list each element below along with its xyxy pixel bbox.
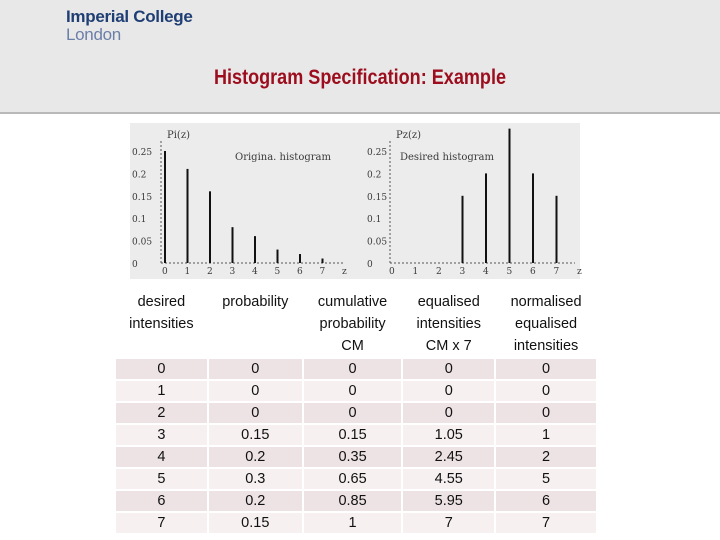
original-histogram-x-tick-label: 7 [319,267,326,277]
table-cell: 1 [116,381,207,401]
desired-histogram-x-tick-label: 1 [412,267,419,277]
desired-histogram-x-tick-label: z [577,267,582,277]
desired-histogram-x-tick-label: 2 [436,267,442,277]
table-cell: 0 [209,381,302,401]
table-cell: 0.15 [209,513,302,533]
logo-line-2: London [66,25,121,44]
desired-histogram-y-tick-label: 0.05 [367,237,388,248]
table-cell: 7 [403,513,494,533]
header-line: probability [222,294,289,310]
histogram-plots [130,123,580,279]
desired-histogram-title: Desired histogram [400,152,494,163]
table-row [116,381,596,401]
imperial-college-logo [66,8,193,44]
header-line: normalised [510,294,582,310]
col-header-normalised-equalised-intensities [496,290,596,357]
desired-histogram-x-tick-label: 3 [459,267,466,277]
original-histogram-y-tick-label: 0.1 [132,215,147,226]
table-cell: 6 [116,491,207,511]
desired-histogram-y-label: Pz(z) [396,130,422,141]
desired-histogram-x-tick-label: 5 [506,267,513,277]
desired-histogram-x-tick-label: 4 [483,267,489,277]
header-line: probability [319,316,386,332]
desired-histogram-x-tick-label: 0 [389,267,395,277]
table-cell: 0 [403,403,494,423]
table-cell: 0 [496,359,596,379]
specification-table [114,288,598,535]
header-line: CM x 7 [425,338,472,354]
table-cell: 0.35 [304,447,402,467]
col-header-cumulative-probability [304,290,402,357]
desired-histogram-x-tick-label: 6 [530,267,536,277]
original-histogram-x-tick-label: 2 [207,267,213,277]
table-cell: 0 [403,359,494,379]
header-line: equalised [417,294,480,310]
header-line: intensities [513,338,579,354]
table-cell: 1.05 [403,425,494,445]
table-cell: 5 [116,469,207,489]
header-line: desired [137,294,186,310]
desired-histogram-y-tick-label: 0.15 [367,192,388,203]
table-cell: 4 [116,447,207,467]
table-row [116,513,596,533]
table-cell: 0 [304,403,402,423]
table-header-row [116,290,596,357]
desired-histogram-y-tick-label: 0.1 [367,215,382,226]
table-cell: 0.3 [209,469,302,489]
table-cell: 7 [496,513,596,533]
original-histogram-x-tick-label: 5 [274,267,281,277]
original-histogram-y-tick-label: 0.25 [132,148,153,158]
table-row [116,491,596,511]
table-cell: 0 [304,381,402,401]
table-cell: 0.15 [209,425,302,445]
table-cell: 0 [496,381,596,401]
table-cell: 0.85 [304,491,402,511]
table-cell: 5.95 [403,491,494,511]
table-cell: 3 [116,425,207,445]
logo-line-1: Imperial College [66,7,193,26]
desired-histogram-y-tick-label: 0.25 [367,148,388,158]
original-histogram-x-tick-label: 3 [229,267,236,277]
table-cell: 0 [116,359,207,379]
table-row [116,469,596,489]
table-cell: 0 [496,403,596,423]
table-row [116,359,596,379]
table-cell: 1 [304,513,402,533]
col-header-equalised-intensities [403,290,494,357]
table-cell: 0.15 [304,425,402,445]
table-cell: 4.55 [403,469,494,489]
original-histogram-x-tick-label: 4 [252,267,258,277]
desired-histogram-y-tick-label: 0 [367,260,373,270]
table-cell: 0.2 [209,491,302,511]
table-cell: 0 [304,359,402,379]
table-cell: 6 [496,491,596,511]
original-histogram-y-tick-label: 0.2 [132,170,147,181]
header-line: equalised [515,316,578,332]
table-cell: 0 [209,403,302,423]
original-histogram-title: Origina. histogram [235,152,331,163]
table-cell: 0.65 [304,469,402,489]
original-histogram-y-tick-label: 0 [132,260,138,270]
table-cell: 2 [116,403,207,423]
header-line: intensities [129,316,194,332]
table-cell: 2.45 [403,447,494,467]
table-row [116,425,596,445]
original-histogram-x-tick-label: 1 [184,267,191,277]
col-header-desired-intensities [116,290,207,357]
table-cell: 7 [116,513,207,533]
table-cell: 0 [403,381,494,401]
col-header-probability [209,290,302,357]
original-histogram-y-tick-label: 0.05 [132,237,153,248]
table-cell: 1 [496,425,596,445]
header-line: intensities [416,316,481,332]
slide-title: Histogram Specification: Example [213,66,507,89]
header-band [0,0,720,114]
original-histogram-y-label: Pi(z) [167,130,190,141]
table-cell: 2 [496,447,596,467]
original-histogram-x-tick-label: 6 [297,267,303,277]
table-cell: 0 [209,359,302,379]
histogram-figure [130,123,580,279]
table-row [116,403,596,423]
original-histogram-y-tick-label: 0.15 [132,192,153,203]
header-line: cumulative [317,294,388,310]
desired-histogram-y-tick-label: 0.2 [367,170,382,181]
table-cell: 0.2 [209,447,302,467]
table-row [116,447,596,467]
original-histogram-x-tick-label: z [342,267,347,277]
desired-histogram-x-tick-label: 7 [553,267,560,277]
header-line: CM [341,338,364,354]
table-cell: 5 [496,469,596,489]
original-histogram-x-tick-label: 0 [162,267,168,277]
